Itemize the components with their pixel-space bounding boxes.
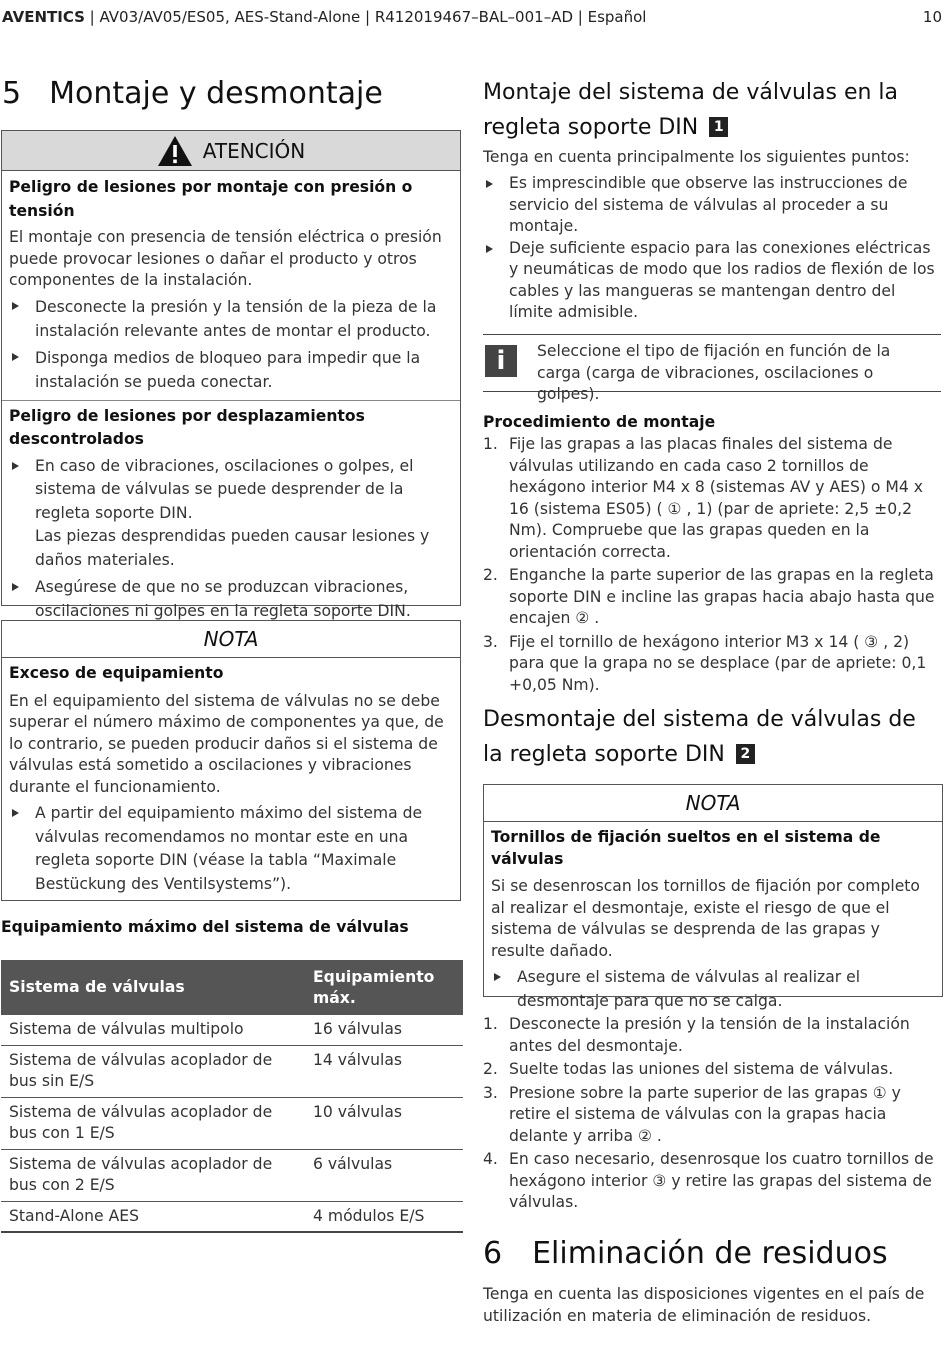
attention-block-1-text: El montaje con presencia de tensión eléctrica o presión puede provocar lesiones o dañar el producto y otros componentes de la instalación.	[9, 228, 442, 289]
list-item: Desconecte la presión y la tensión de la pieza de la instalación relevante antes de montar el producto.	[9, 295, 453, 343]
table-cell: 14 válvulas	[305, 1045, 463, 1097]
header-brand: AVENTICS	[2, 8, 85, 26]
section-6-title: Eliminación de residuos	[532, 1236, 888, 1271]
nota-text: Si se desenroscan los tornillos de fijación por completo al realizar el desmontaje, existe el riesgo de que el sistema de válvulas se desprenda de las grapas y resulte dañado.	[491, 877, 920, 960]
mount-title: Montaje del sistema de válvulas en la regleta soporte DIN	[483, 80, 899, 140]
section-5-number: 5	[2, 76, 22, 111]
list-item	[9, 455, 453, 573]
nota-content	[484, 822, 942, 1013]
table-cell: 16 válvulas	[305, 1015, 463, 1045]
step-item	[483, 1083, 941, 1148]
step-text: Enganche la parte superior de las grapas en la regleta soporte DIN e incline las grapas hacia abajo hasta que encajen ② .	[509, 566, 935, 627]
header-doc-info	[2, 8, 646, 26]
attention-header	[2, 131, 460, 171]
mount-steps	[483, 434, 941, 696]
nota-content	[2, 658, 460, 896]
warning-triangle-icon	[157, 135, 193, 167]
step-text: Fije el tornillo de hexágono interior M3 x 14 ( ③ , 2) para que la grapa no se desplace (par de apriete: 0,1 +0,05 Nm).	[509, 632, 927, 694]
page-number: 10	[922, 8, 942, 26]
step-item	[483, 1059, 941, 1081]
info-text: Seleccione el tipo de fijación en función de la carga (carga de vibraciones, oscilaciones o golpes).	[537, 342, 891, 403]
section-5-title: Montaje y desmontaje	[49, 76, 383, 111]
step-number: 2.	[483, 566, 498, 584]
table-cell: 10 válvulas	[305, 1097, 463, 1149]
step-text: Suelte todas las uniones del sistema de válvulas.	[509, 1060, 894, 1078]
table-cell: Sistema de válvulas acoplador de bus con 2 E/S	[1, 1149, 305, 1201]
list-item: Deje suficiente espacio para las conexiones eléctricas y neumáticas de modo que los radios de flexión de los cables y las mangueras se mantengan dentro del límite admisible.	[483, 238, 941, 324]
list-item: A partir del equipamiento máximo del sistema de válvulas recomendamos no montar este en una regleta soporte DIN (véase la tabla “Maximale Bestückung des Ventilsystems”).	[9, 802, 453, 896]
step-number: 2.	[483, 1060, 498, 1078]
list-item-text: Las piezas desprendidas pueden causar lesiones y daños materiales.	[35, 527, 430, 569]
header-doc-id: | AV03/AV05/ES05, AES-Stand-Alone | R412019467–BAL–001–AD | Español	[84, 8, 647, 26]
table-cell: 6 válvulas	[305, 1149, 463, 1201]
figure-ref-2: 2	[736, 744, 755, 764]
table-cell: Sistema de válvulas acoplador de bus con 1 E/S	[1, 1097, 305, 1149]
attention-block-1	[2, 171, 460, 394]
nota-box-screws	[483, 784, 943, 1010]
step-number: 3.	[483, 1083, 498, 1102]
step-text: En caso necesario, desenrosque los cuatro tornillos de hexágono interior ③ y retire las grapas del sistema de válvulas.	[509, 1150, 934, 1211]
dismount-heading	[483, 702, 933, 772]
table-header-max: Equipamiento máx.	[305, 960, 463, 1015]
list-item: Disponga medios de bloqueo para impedir que la instalación se pueda conectar.	[9, 346, 453, 394]
dismount-steps	[483, 1014, 941, 1214]
step-number: 1.	[483, 1015, 498, 1033]
dismount-title: Desmontaje del sistema de válvulas de la regleta soporte DIN	[483, 707, 916, 767]
section-6-number: 6	[483, 1236, 503, 1271]
table-row	[1, 1097, 463, 1149]
section-6-heading	[483, 1236, 888, 1271]
table-caption: Equipamiento máximo del sistema de válvulas	[1, 918, 409, 936]
list-item: Asegure el sistema de válvulas al realizar el desmontaje para que no se caiga.	[491, 966, 935, 1013]
nota-title: Exceso de equipamiento	[9, 664, 224, 682]
table-header-row	[1, 960, 463, 1015]
nota-title: Tornillos de fijación sueltos en el sistema de válvulas	[491, 828, 881, 868]
table-cell: Sistema de válvulas acoplador de bus sin E/S	[1, 1045, 305, 1097]
table-row	[1, 1149, 463, 1201]
nota-label: NOTA	[2, 621, 460, 658]
figure-ref-1: 1	[709, 117, 728, 137]
step-item	[483, 632, 941, 697]
step-item	[483, 1014, 941, 1057]
nota-text: En el equipamiento del sistema de válvulas no se debe superar el número máximo de componentes ya que, de lo contrario, se pueden producir daños si el sistema de válvulas está sometido a oscilaciones y vibraciones durante el funcionamiento.	[9, 691, 444, 796]
nota-label: NOTA	[484, 785, 942, 822]
attention-box	[1, 130, 461, 620]
list-item-text: En caso de vibraciones, oscilaciones o golpes, el sistema de válvulas se puede desprender de la regleta soporte DIN.	[35, 456, 414, 522]
step-text: Desconecte la presión y la tensión de la instalación antes del desmontaje.	[509, 1015, 910, 1055]
mount-heading	[483, 75, 923, 145]
step-text: Presione sobre la parte superior de las grapas ① y retire el sistema de válvulas con la grapas hacia delante y arriba ② .	[509, 1083, 901, 1145]
table-row	[1, 1015, 463, 1045]
step-item	[483, 565, 941, 630]
table-row	[1, 1045, 463, 1097]
step-number: 3.	[483, 632, 498, 651]
table-cell: Stand-Alone AES	[1, 1201, 305, 1232]
list-item: Asegúrese de que no se produzcan vibraciones, oscilaciones ni golpes en la regleta soporte DIN.	[9, 576, 453, 623]
info-box	[483, 334, 941, 403]
nota-box-equipment	[1, 620, 461, 901]
step-item	[483, 434, 941, 563]
list-item: Es imprescindible que observe las instrucciones de servicio del sistema de válvulas al proceder a su montaje.	[483, 173, 941, 238]
procedure-title: Procedimiento de montaje	[483, 413, 716, 431]
section-5-heading	[2, 76, 383, 111]
step-number: 4.	[483, 1150, 498, 1168]
section-6-text: Tenga en cuenta las disposiciones vigentes en el país de utilización en materia de eliminación de residuos.	[483, 1285, 925, 1325]
step-item	[483, 1149, 941, 1214]
mount-notes-list	[483, 173, 941, 324]
table-header-system: Sistema de válvulas	[1, 960, 305, 1015]
table-row	[1, 1201, 463, 1232]
step-text: Fije las grapas a las placas finales del sistema de válvulas utilizando en cada caso 2 tornillos de hexágono interior M4 x 8 (sistemas AV y AES) o M4 x 16 (sistema ES05) ( ① , 1) (par de apriete: 2,5 ±0,2 Nm). Compruebe que las grapas queden en la orientación correcta.	[509, 435, 923, 561]
info-icon: i	[485, 345, 517, 377]
table-cell: Sistema de válvulas multipolo	[1, 1015, 305, 1045]
attention-block-1-title: Peligro de lesiones por montaje con presión o tensión	[9, 178, 413, 220]
mount-intro: Tenga en cuenta principalmente los siguientes puntos:	[483, 148, 910, 166]
table-cell: 4 módulos E/S	[305, 1201, 463, 1232]
equipment-table	[1, 960, 463, 1233]
page-header	[2, 8, 942, 26]
attention-block-2	[2, 401, 460, 624]
attention-label: ATENCIÓN	[202, 138, 306, 163]
step-number: 1.	[483, 435, 498, 453]
attention-block-2-title: Peligro de lesiones por desplazamientos descontrolados	[9, 406, 365, 448]
